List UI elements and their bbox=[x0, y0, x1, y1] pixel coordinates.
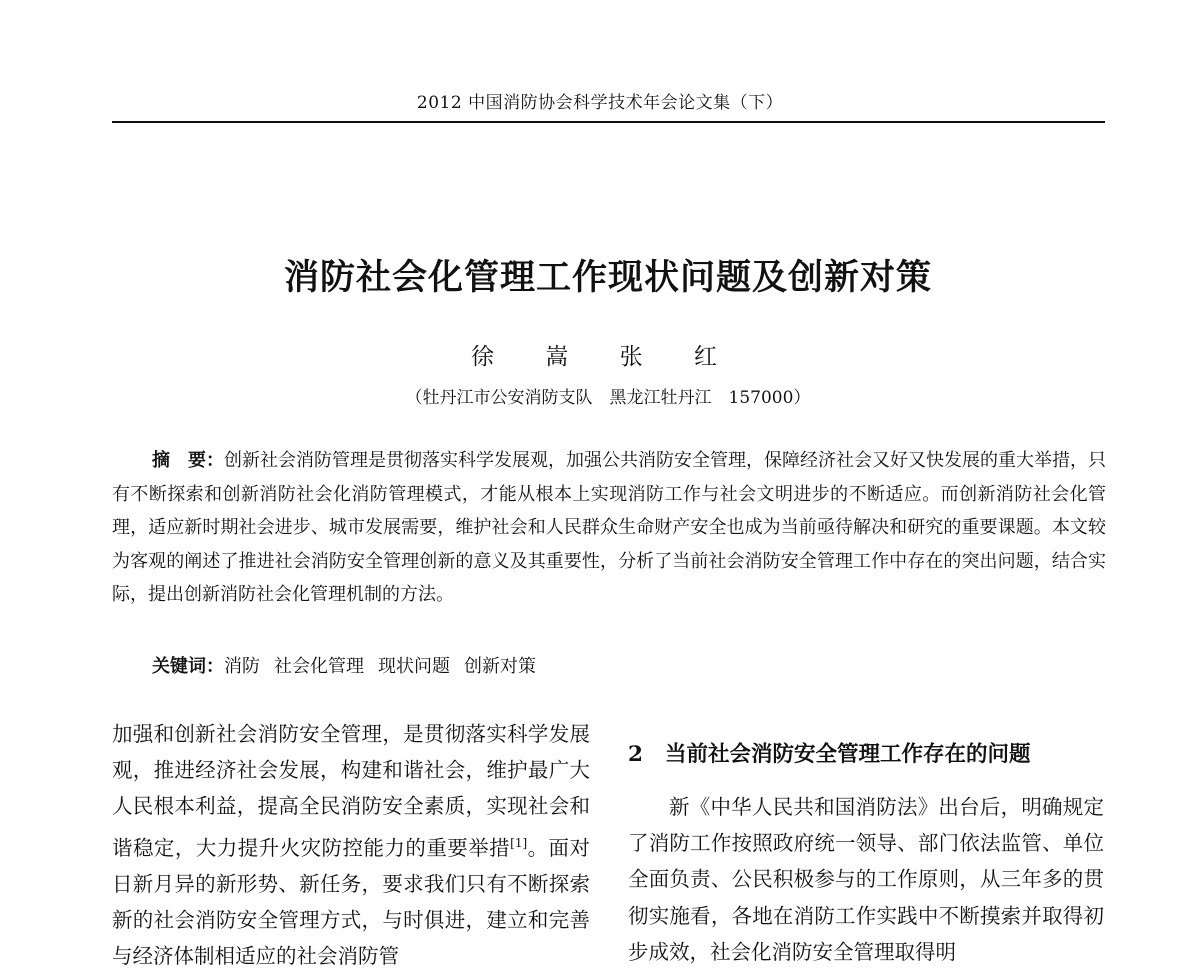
keyword-item: 消防 bbox=[224, 656, 260, 677]
paper-title: 消防社会化管理工作现状问题及创新对策 bbox=[283, 257, 932, 298]
authors: 徐 嵩 张 红 bbox=[471, 344, 739, 370]
header-rule bbox=[112, 121, 1105, 123]
keyword-item: 社会化管理 bbox=[274, 656, 364, 677]
keyword-item: 创新对策 bbox=[464, 656, 536, 677]
running-header: 2012 中国消防协会科学技术年会论文集（下） bbox=[416, 93, 784, 113]
affiliation: （牡丹江市公安消防支队 黑龙江牡丹江 157000） bbox=[405, 388, 811, 408]
section-number: 2 bbox=[628, 742, 643, 767]
body-left-text-2: 。面对日新月异的新形势、新任务，要求我们只有不断探索新的社会消防安全管理方式，与时俱进，建立和完善与经济体制相适应的社会消防管 bbox=[112, 835, 591, 969]
body-left-text-1: 加强和创新社会消防安全管理，是贯彻落实科学发展观，推进经济社会发展，构建和谐社会，维护最广大人民根本利益，提高全民消防安全素质，实现社会和谐稳定，大力提升火灾防控能力的重要举措 bbox=[112, 722, 590, 860]
body-right-column: 新《中华人民共和国消防法》出台后，明确规定了消防工作按照政府统一领导、部门依法监管、单位全面负责、公民积极参与的工作原则，从三年多的贯彻实施看，各地在消防工作实践中不断摸索并取得初步成效，社会化消防安全管理取得明 bbox=[628, 795, 1104, 964]
section-title-text: 当前社会消防安全管理工作存在的问题 bbox=[664, 742, 1031, 767]
abstract-label: 摘 要： bbox=[152, 450, 224, 471]
keywords bbox=[152, 652, 550, 678]
keywords-label: 关键词： bbox=[152, 656, 224, 677]
section-heading bbox=[628, 737, 1030, 768]
abstract-text: 创新社会消防管理是贯彻落实科学发展观，加强公共消防安全管理，保障经济社会又好又快发展的重大举措，只有不断探索和创新消防社会化消防管理模式，才能从根本上实现消防工作与社会文明进步的不断适应。而创新消防社会化管理，适应新时期社会进步、城市发展需要，维护社会和人民群众生命财产安全也成为当前亟待解决和研究的重要课题。本文较为客观的阐述了推进社会消防安全管理创新的意义及其重要性，分析了当前社会消防安全管理工作中存在的突出问题，结合实际，提出创新消防社会化管理机制的方法。 bbox=[112, 450, 1106, 605]
body-left-column bbox=[112, 716, 590, 974]
citation-marker: [1] bbox=[510, 835, 528, 850]
keyword-item: 现状问题 bbox=[378, 656, 450, 677]
abstract bbox=[112, 444, 1106, 612]
